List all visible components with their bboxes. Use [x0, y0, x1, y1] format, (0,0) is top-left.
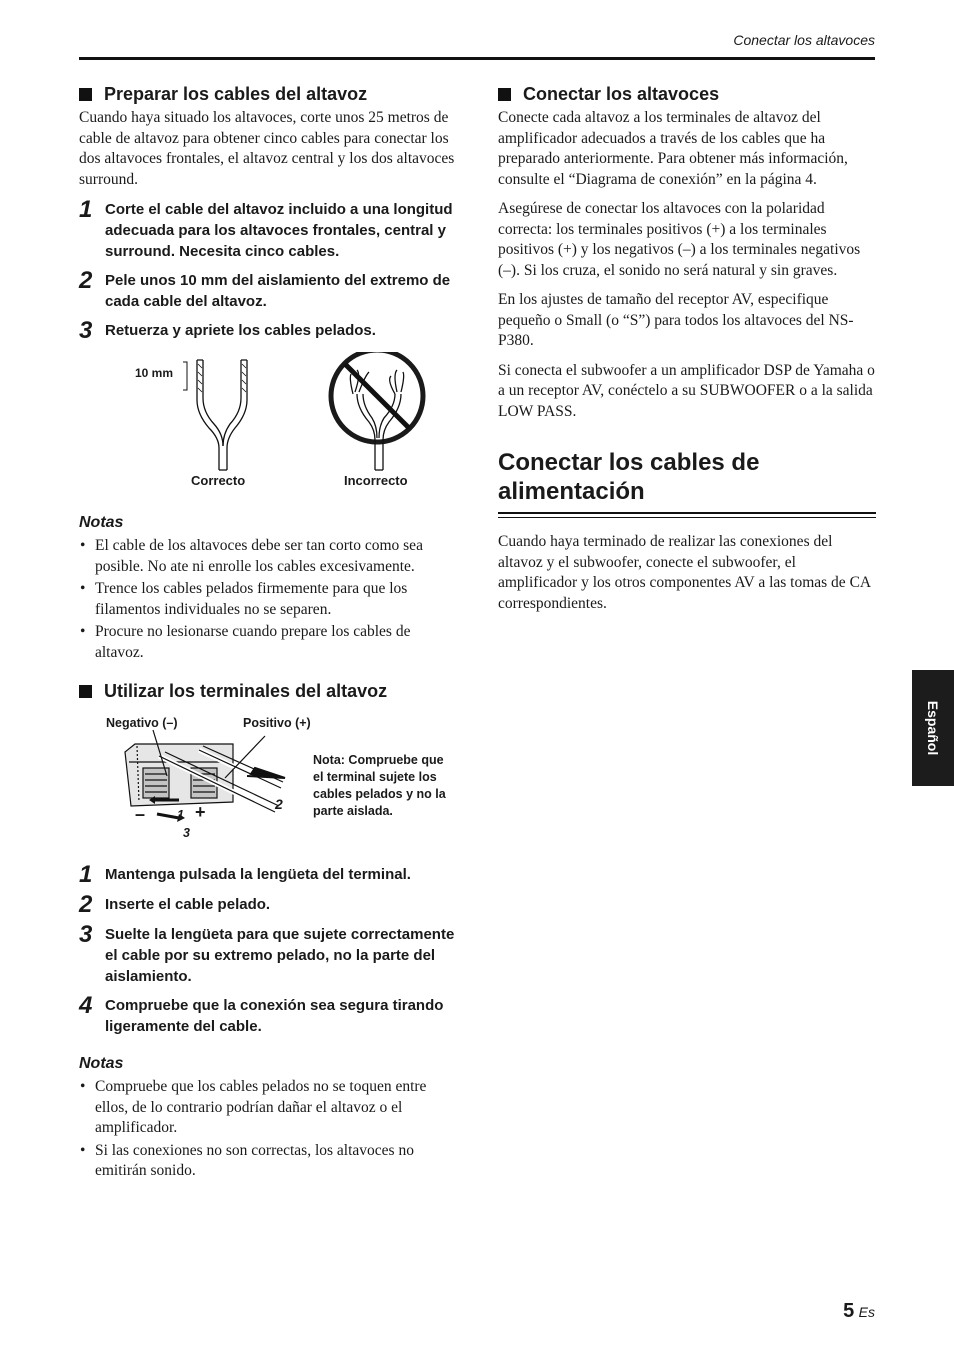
power-section-title: Conectar los cables de alimentación: [498, 449, 760, 505]
language-tab: Español: [912, 670, 954, 786]
connect-paragraph: Si conecta el subwoofer a un amplificador DSP de Yamaha o a un receptor AV, conéctelo a su SUBWOOFER o a la salida LOW PASS.: [498, 361, 875, 420]
minus-symbol: –: [135, 804, 146, 824]
page-number: 5 Es: [843, 1300, 875, 1322]
note-item: • El cable de los altavoces debe ser tan corto como sea posible. No ate ni enrolle los cables excesivamente.: [79, 536, 455, 577]
terminal-step-1: 1 Mantenga pulsada la lengüeta del terminal.: [79, 861, 411, 888]
right-column: [498, 84, 876, 623]
section-heading-connect: Conectar los altavoces: [498, 84, 876, 105]
title-rule: [498, 512, 876, 518]
running-header: Conectar los altavoces: [733, 32, 875, 48]
prep-step-1: 1 Corte el cable del altavoz incluido a una longitud adecuada para los altavoces frontales, central y surround. Necesita cinco cables.: [79, 196, 453, 260]
connect-paragraph: En los ajustes de tamaño del receptor AV, especifique pequeño o Small (o “S”) para todos los altavoces del NS-P380.: [498, 291, 854, 349]
step-marker-1: 1: [177, 808, 184, 822]
notes-heading-1: Notas: [79, 514, 124, 531]
plus-symbol: +: [195, 802, 206, 822]
step-marker-3: 3: [183, 826, 190, 840]
left-column: [79, 84, 455, 1184]
square-bullet-icon: [79, 685, 92, 698]
terminal-step-2: 2 Inserte el cable pelado.: [79, 891, 271, 918]
notes-list-2: [79, 1077, 455, 1182]
step-marker-2: 2: [275, 796, 283, 812]
prep-intro: Cuando haya situado los altavoces, corte unos 25 metros de cable de altavoz para obtener cinco cables para conectar los dos altavoces frontales, el altavoz central y los dos altavoces surround.: [79, 109, 455, 188]
header-rule: [79, 57, 875, 60]
connect-paragraph: Asegúrese de conectar los altavoces con la polaridad correcta: los terminales positivos (+) a los terminales positivos (+) y los negativos (–) a los terminales negativos (–). Si los cruza, el sonido no será natural y sin graves.: [498, 200, 861, 279]
terminal-step-3: 3 Suelte la lengüeta para que sujete correctamente el cable por su extremo pelado, no la parte del aislamiento.: [79, 921, 455, 985]
correct-label: Correcto: [191, 473, 246, 488]
positive-label: Positivo (+): [243, 716, 311, 730]
note-item: • Si las conexiones no son correctas, los altavoces no emitirán sonido.: [79, 1141, 455, 1182]
terminal-diagram: [79, 716, 309, 856]
note-item: • Compruebe que los cables pelados no se toquen entre ellos, de lo contrario podrían dañar el altavoz o el amplificador.: [79, 1077, 455, 1139]
incorrect-label: Incorrecto: [344, 473, 408, 488]
prep-step-2: 2 Pele unos 10 mm del aislamiento del extremo de cada cable del altavoz.: [79, 267, 451, 310]
terminal-note: Nota: Compruebe que el terminal sujete los cables pelados y no la parte aislada.: [313, 753, 446, 818]
prep-step-3: 3 Retuerza y apriete los cables pelados.: [79, 317, 376, 344]
notes-list-1: [79, 536, 455, 663]
square-bullet-icon: [498, 88, 511, 101]
section-heading-prepare: Preparar los cables del altavoz: [79, 84, 455, 105]
note-item: • Trence los cables pelados firmemente para que los filamentos individuales no se separen.: [79, 579, 455, 620]
wire-diagram: [79, 352, 455, 480]
correct-wire-icon: [197, 360, 247, 470]
terminal-figure: [79, 716, 455, 856]
section-heading-terminals: Utilizar los terminales del altavoz: [79, 681, 455, 702]
power-paragraph: Cuando haya terminado de realizar las conexiones del altavoz y el subwoofer, conecte el subwoofer, el amplificador y los otros componentes AV a las tomas de CA correspondientes.: [498, 533, 871, 612]
negative-label: Negativo (–): [106, 716, 178, 730]
terminal-step-4: 4 Compruebe que la conexión sea segura tirando ligeramente del cable.: [79, 992, 444, 1035]
mm-label: 10 mm: [135, 366, 174, 380]
note-item: • Procure no lesionarse cuando prepare los cables de altavoz.: [79, 622, 455, 663]
square-bullet-icon: [79, 88, 92, 101]
notes-heading-2: Notas: [79, 1055, 124, 1072]
connect-paragraph: Conecte cada altavoz a los terminales de altavoz del amplificador adecuados a través de los cables que ha preparado anteriormente. Para obtener más información, consulte el “Diagrama de conexión” en la página 4.: [498, 109, 848, 188]
incorrect-wire-icon: [331, 352, 423, 470]
wire-strip-figure: [79, 352, 455, 500]
